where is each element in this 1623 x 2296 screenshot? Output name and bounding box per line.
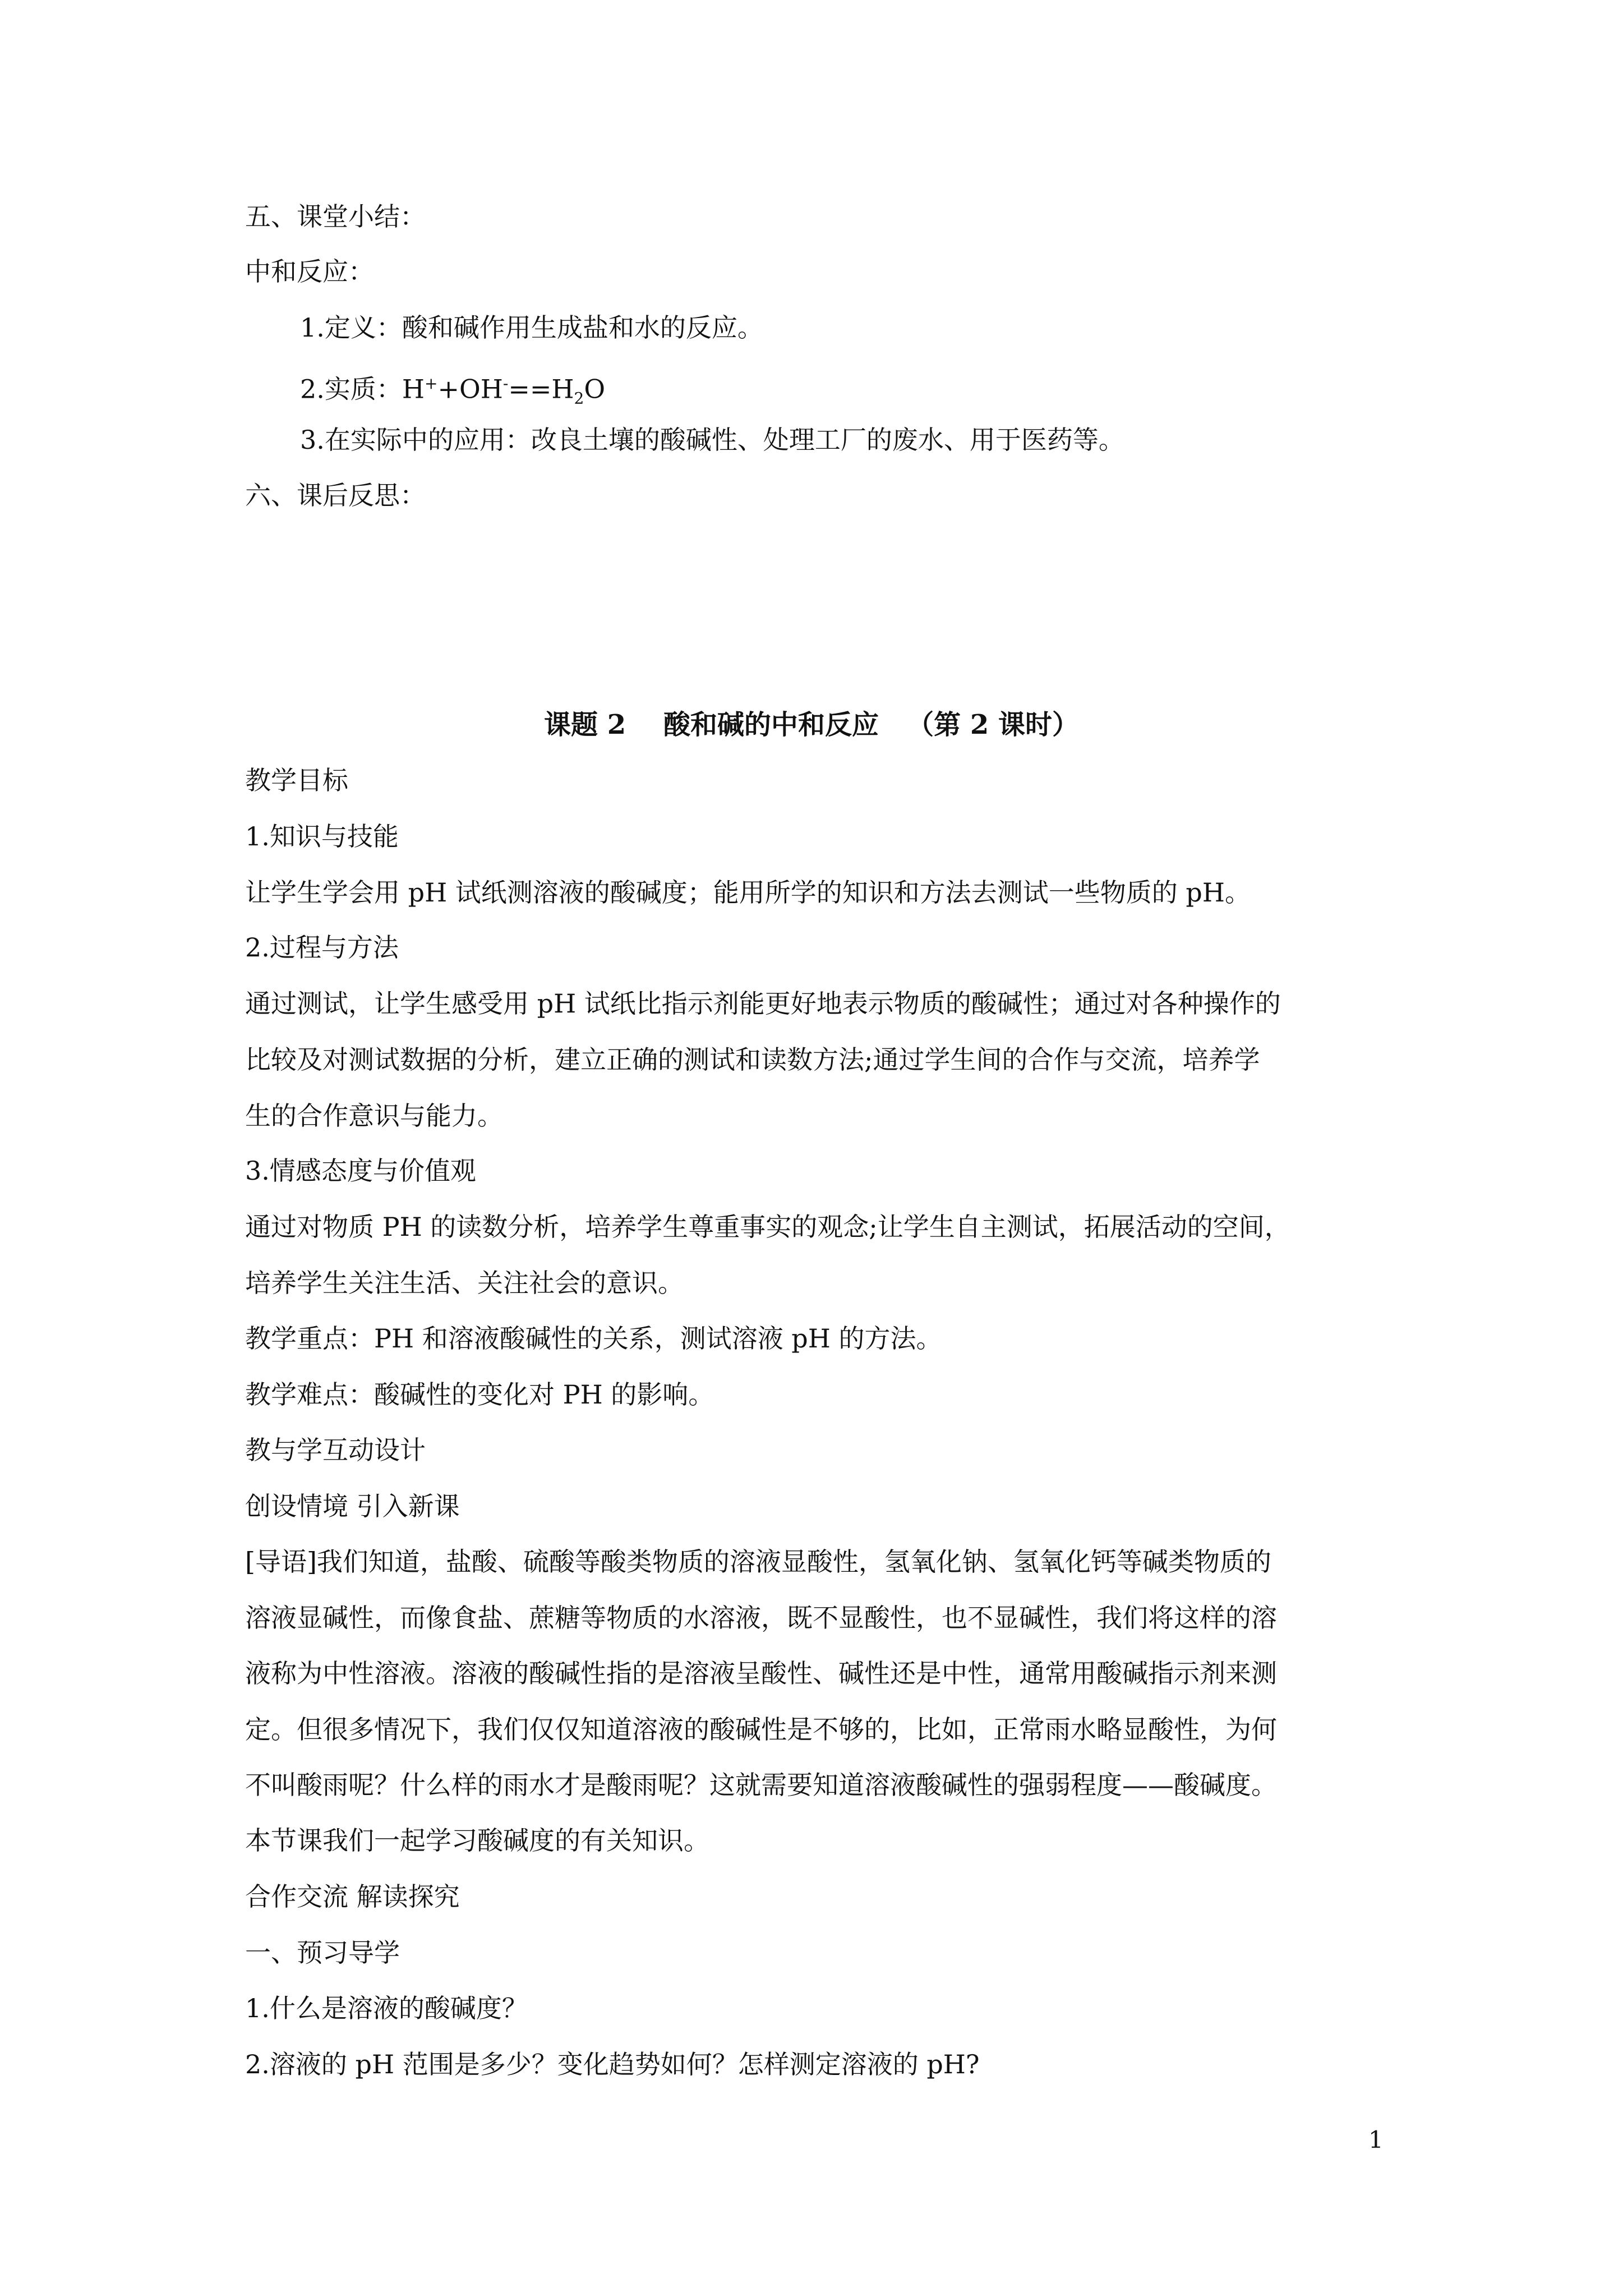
essence-prefix: 2.实质：H [300, 374, 425, 404]
summary-application: 3.在实际中的应用：改良土壤的酸碱性、处理工厂的废水、用于医药等。 [300, 425, 1124, 455]
key-point: 教学重点：PH 和溶液酸碱性的关系，测试溶液 pH 的方法。 [245, 1323, 942, 1354]
objective-2-line-1: 通过测试，让学生感受用 pH 试纸比指示剂能更好地表示物质的酸碱性；通过对各种操作的 [245, 988, 1281, 1019]
design-heading: 教与学互动设计 [245, 1435, 426, 1465]
intro-line-5: 不叫酸雨呢？什么样的雨水才是酸雨呢？这就需要知道溶液酸碱性的强弱程度——酸碱度。 [245, 1770, 1277, 1800]
summary-essence [300, 367, 605, 416]
essence-eq-h: ==H [508, 374, 574, 404]
intro-line-1: [导语]我们知道，盐酸、硫酸等酸类物质的溶液显酸性，氢氧化钠、氢氧化钙等碱类物质的 [245, 1547, 1271, 1577]
lesson-title: 课题 2 酸和碱的中和反应 （第 2 课时） [544, 709, 1079, 740]
preview-heading: 一、预习导学 [245, 1938, 400, 1968]
essence-subscript: 2 [574, 389, 584, 408]
situation-heading: 创设情境 引入新课 [245, 1491, 460, 1521]
objectives-heading: 教学目标 [245, 765, 348, 795]
intro-line-4: 定。但很多情况下，我们仅仅知道溶液的酸碱性是不够的，比如，正常雨水略显酸性，为何 [245, 1714, 1277, 1745]
essence-plus-oh: +OH [437, 374, 503, 404]
objective-3-line-2: 培养学生关注生活、关注社会的意识。 [245, 1268, 684, 1298]
essence-oh-charge: - [502, 374, 509, 393]
intro-line-2: 溶液显碱性，而像食盐、蔗糖等物质的水溶液，既不显酸性，也不显碱性，我们将这样的溶 [245, 1603, 1277, 1633]
difficulty: 教学难点：酸碱性的变化对 PH 的影响。 [245, 1379, 714, 1410]
essence-o: O [584, 374, 606, 404]
objective-2-heading: 2.过程与方法 [245, 932, 399, 963]
reflection-heading: 六、课后反思： [245, 480, 426, 510]
objective-2-line-3: 生的合作意识与能力。 [245, 1101, 503, 1131]
intro-line-6: 本节课我们一起学习酸碱度的有关知识。 [245, 1825, 709, 1856]
question-1: 1.什么是溶液的酸碱度？ [245, 1993, 528, 2023]
page-number: 1 [1368, 2126, 1384, 2154]
intro-line-3: 液称为中性溶液。溶液的酸碱性指的是溶液呈酸性、碱性还是中性，通常用酸碱指示剂来测 [245, 1658, 1277, 1688]
summary-definition: 1.定义：酸和碱作用生成盐和水的反应。 [300, 312, 763, 343]
essence-h-charge: + [425, 374, 438, 393]
objective-1-text: 让学生学会用 pH 试纸测溶液的酸碱度；能用所学的知识和方法去测试一些物质的 pH。 [245, 877, 1251, 908]
summary-topic: 中和反应： [245, 256, 374, 287]
objective-1-heading: 1.知识与技能 [245, 821, 399, 852]
objective-3-line-1: 通过对物质 PH 的读数分析，培养学生尊重事实的观念;让学生自主测试，拓展活动的空间， [245, 1212, 1290, 1242]
objective-3-heading: 3.情感态度与价值观 [245, 1156, 476, 1186]
summary-heading: 五、课堂小结： [245, 201, 426, 232]
coop-heading: 合作交流 解读探究 [245, 1881, 460, 1912]
objective-2-line-2: 比较及对测试数据的分析，建立正确的测试和读数方法;通过学生间的合作与交流，培养学 [245, 1045, 1260, 1075]
question-2: 2.溶液的 pH 范围是多少？变化趋势如何？怎样测定溶液的 pH? [245, 2049, 980, 2079]
